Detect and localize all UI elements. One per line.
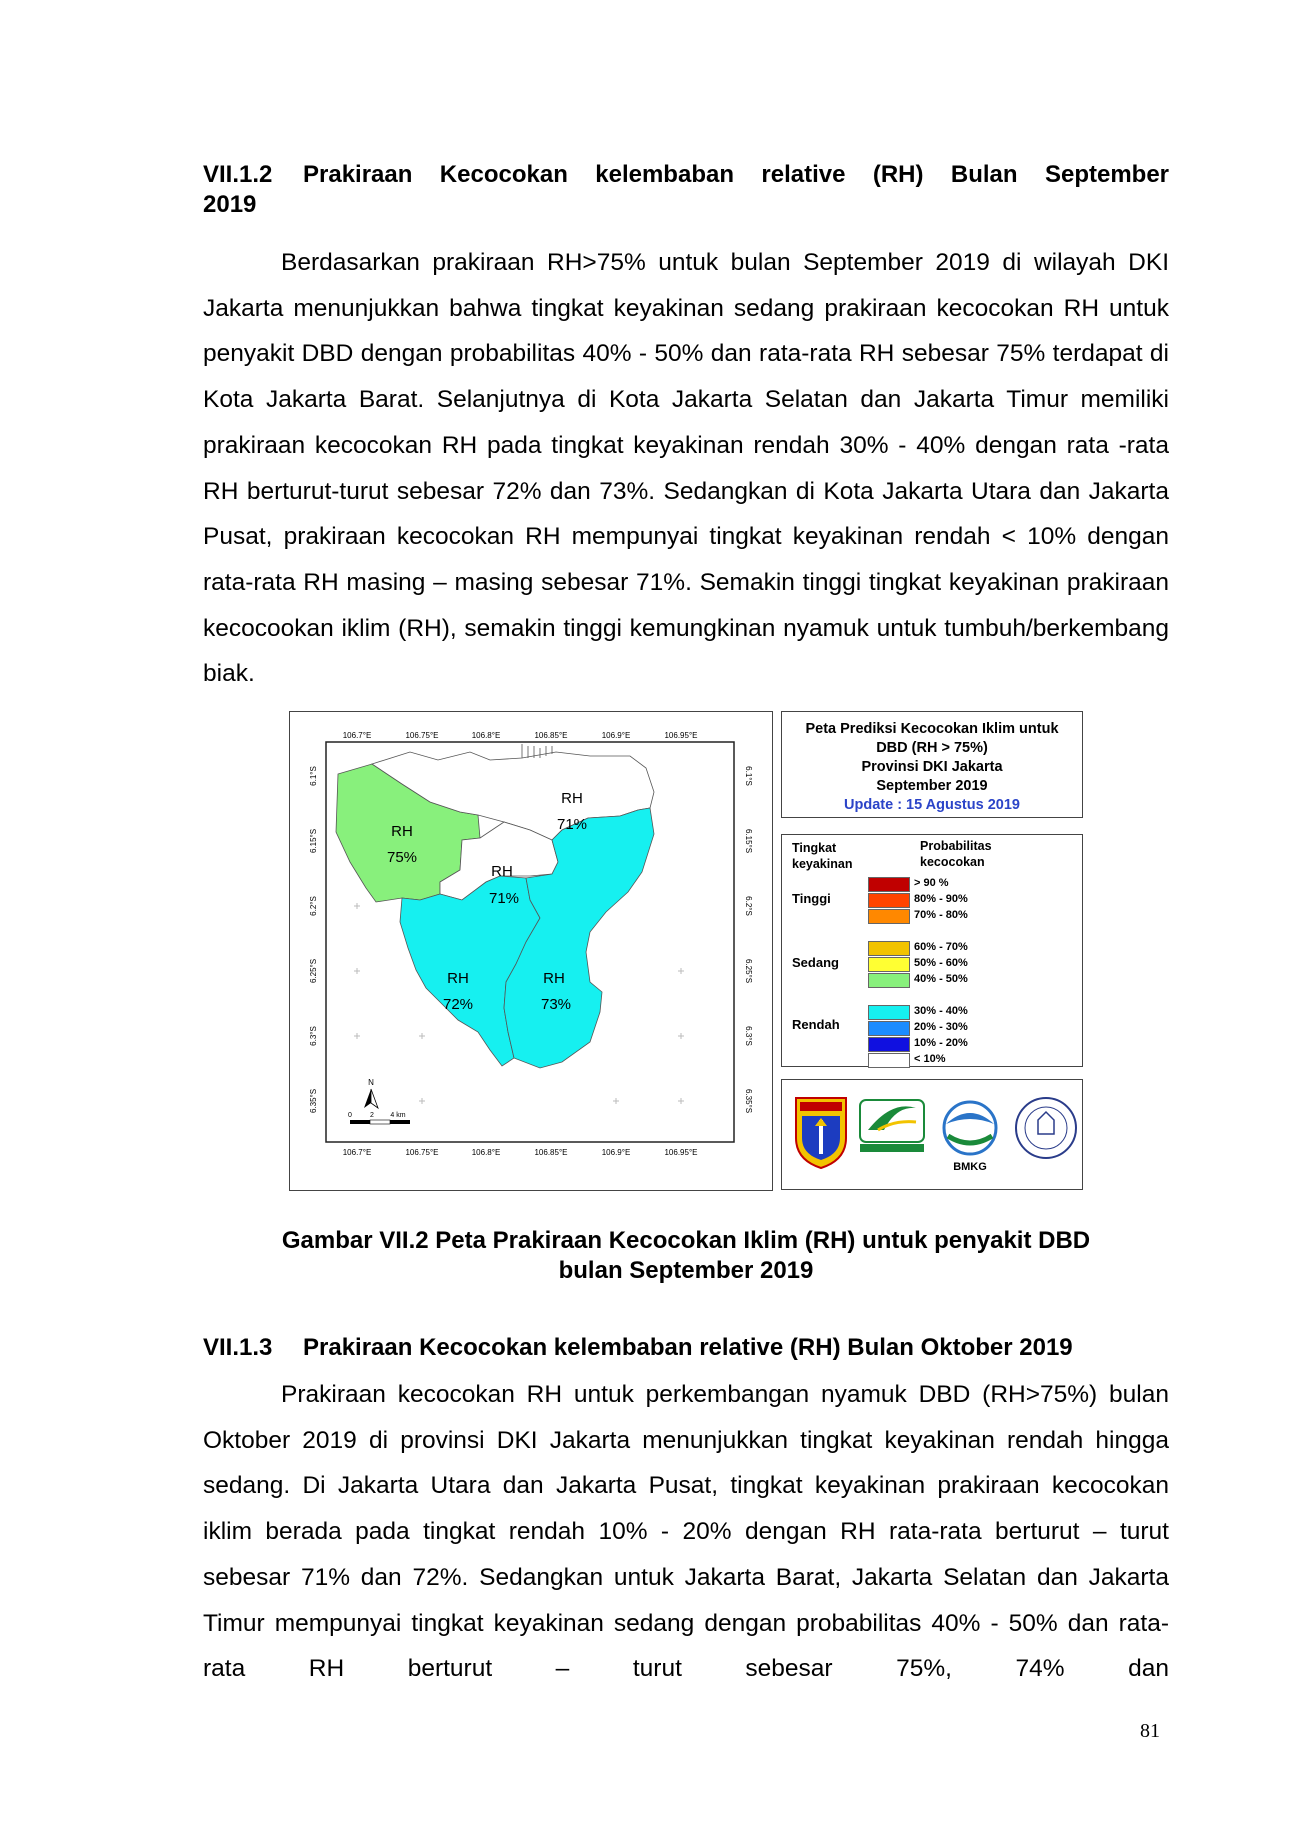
legend-label: 40% - 50% [914, 973, 968, 985]
legend-label: 80% - 90% [914, 893, 968, 905]
legend-swatch [868, 941, 910, 956]
lat-label: 6.25°S [744, 958, 753, 984]
lon-label: 106.75°E [405, 1148, 439, 1157]
logos-svg [782, 1080, 1082, 1188]
north-arrow-icon [364, 1078, 378, 1108]
legend-label: 20% - 30% [914, 1021, 968, 1033]
lon-label: 106.75°E [405, 731, 439, 740]
section-heading-1-cont [203, 190, 1169, 220]
scale-bar [348, 1112, 410, 1124]
legend-swatch [868, 957, 910, 972]
body-paragraph-2 [203, 1372, 1169, 1692]
lat-label: 6.2°S [309, 896, 318, 916]
lon-label: 106.7°E [342, 1148, 372, 1157]
body-paragraph-1 [203, 240, 1169, 697]
lat-label: 6.3°S [309, 1026, 318, 1046]
legend-swatch [868, 909, 910, 924]
lon-label: 106.9°E [601, 731, 631, 740]
logo-box [781, 1079, 1083, 1190]
lon-label: 106.8°E [471, 1148, 501, 1157]
map-title-line: Peta Prediksi Kecocokan Iklim untuk [805, 721, 1059, 737]
map-update-line: Update : 15 Agustus 2019 [844, 797, 1020, 813]
legend-head-text: Probabilitas [920, 839, 992, 853]
region-rh-label: RH [561, 790, 583, 807]
region-value-label: 75% [386, 849, 418, 866]
lon-label: 106.95°E [664, 1148, 698, 1157]
lat-label: 6.1°S [744, 766, 753, 786]
legend-level: Tinggi [792, 891, 831, 906]
region-rh-label: RH [543, 970, 565, 987]
lat-label: 6.2°S [744, 896, 753, 916]
legend-label: 60% - 70% [914, 941, 968, 953]
lat-label: 6.3°S [744, 1026, 753, 1046]
region-rh-label: RH [391, 823, 413, 840]
lon-label: 106.9°E [601, 1148, 631, 1157]
legend-swatch [868, 973, 910, 988]
legend-level: Sedang [792, 955, 839, 970]
legend-swatch [868, 1005, 910, 1020]
dinas-kesehatan-logo-icon [860, 1100, 924, 1152]
figure-caption [203, 1226, 1169, 1286]
section-heading-1 [203, 160, 1169, 190]
lon-label: 106.7°E [342, 731, 372, 740]
scale-label: 0 [348, 1112, 352, 1119]
lon-label: 106.85°E [534, 1148, 568, 1157]
section-title: Prakiraan Kecocokan kelembaban relative (RH) Bulan September [303, 161, 1169, 188]
legend-head-text: kecocokan [920, 855, 985, 869]
legend-swatch [868, 877, 910, 892]
lat-label: 6.35°S [744, 1088, 753, 1114]
lon-label: 106.8°E [471, 731, 501, 740]
map-title-line: DBD (RH > 75%) [876, 740, 988, 756]
map-svg [290, 712, 772, 1190]
section-number: VII.1.2 [203, 161, 273, 188]
section-title: Prakiraan Kecocokan kelembaban relative (RH) Bulan Oktober 2019 [303, 1334, 1073, 1361]
map-title-line: Provinsi DKI Jakarta [861, 759, 1003, 775]
section-title-cont: 2019 [203, 191, 257, 218]
section-heading-2 [203, 1333, 1169, 1363]
legend-head-left [792, 840, 852, 872]
caption-line: bulan September 2019 [558, 1257, 814, 1284]
university-seal-icon [1016, 1098, 1076, 1158]
region-rh-label: RH [491, 863, 513, 880]
legend-label: > 90 % [914, 877, 949, 889]
legend-swatch [868, 1021, 910, 1036]
scale-label: 4 km [390, 1112, 406, 1119]
map-title-line: September 2019 [876, 778, 988, 794]
section-number: VII.1.3 [203, 1334, 273, 1361]
paragraph-text: Berdasarkan prakiraan RH>75% untuk bulan September 2019 di wilayah DKI Jakarta menunjukkan bahwa tingkat keyakinan sedang prakiraan kecocokan RH untuk penyakit DBD dengan probabilitas 40% - 50% dan rata-rata RH sebesar 75% terdapat di Kota Jakarta Barat. Selanjutnya di Kota Jakarta Selatan dan Jakarta Timur memiliki prakiraan kecocokan RH pada tingkat keyakinan rendah 30% - 40% dengan rata -rata RH berturut-turut sebesar 72% dan 73%. Sedangkan di Kota Jakarta Utara dan Jakarta Pusat, prakiraan kecocokan RH mempunyai tingkat keyakinan rendah < 10% dengan rata-rata RH masing – masing sebesar 71%. Semakin tinggi tingkat keyakinan prakiraan kecocookan iklim (RH), semakin tinggi kemungkinan nyamuk untuk tumbuh/berkembang biak. [203, 249, 1169, 688]
map-title-box [781, 711, 1083, 818]
legend-head-text: Tingkat [792, 841, 837, 855]
legend-label: 70% - 80% [914, 909, 968, 921]
legend-level: Rendah [792, 1017, 840, 1032]
region-value-label: 71% [556, 816, 588, 833]
legend-label: 50% - 60% [914, 957, 968, 969]
lat-label: 6.15°S [744, 828, 753, 854]
lon-label: 106.85°E [534, 731, 568, 740]
legend-label: 10% - 20% [914, 1037, 968, 1049]
legend-head-text: keyakinan [792, 857, 853, 871]
scale-label: 2 [370, 1112, 374, 1119]
legend-swatch [868, 1037, 910, 1052]
paragraph-text: Prakiraan kecocokan RH untuk perkembangan nyamuk DBD (RH>75%) bulan Oktober 2019 di provinsi DKI Jakarta menunjukkan tingkat keyakinan rendah hingga sedang. Di Jakarta Utara dan Jakarta Pusat, tingkat keyakinan prakiraan kecocokan iklim berada pada tingkat rendah 10% - 20% dengan RH rata-rata berturut – turut sebesar 71% dan 72%. Sedangkan untuk Jakarta Barat, Jakarta Selatan dan Jakarta Timur mempunyai tingkat keyakinan sedang dengan probabilitas 40% - 50% dan rata-rata RH berturut – turut sebesar 75%, 74% dan [203, 1381, 1169, 1683]
north-label: N [368, 1078, 374, 1087]
legend-label: 30% - 40% [914, 1005, 968, 1017]
caption-line: Gambar VII.2 Peta Prakiraan Kecocokan Iklim (RH) untuk penyakit DBD [281, 1227, 1091, 1254]
lat-label: 6.35°S [309, 1088, 318, 1114]
legend-label: < 10% [914, 1053, 946, 1065]
lat-label: 6.1°S [309, 766, 318, 786]
lat-label: 6.25°S [309, 958, 318, 984]
legend-head-right [920, 838, 992, 870]
jakarta-logo-icon [796, 1098, 846, 1168]
map-panel [289, 711, 773, 1191]
lat-label: 6.15°S [309, 828, 318, 854]
region-rh-label: RH [447, 970, 469, 987]
region-value-label: 73% [540, 996, 572, 1013]
legend-swatch [868, 1053, 910, 1068]
region-value-label: 71% [488, 890, 520, 907]
region-value-label: 72% [442, 996, 474, 1013]
figure [289, 711, 1085, 1191]
bmkg-label: BMKG [953, 1161, 987, 1173]
page-number: 81 [1140, 1720, 1160, 1742]
legend-box [781, 834, 1083, 1067]
bmkg-logo-icon [944, 1102, 996, 1173]
lon-label: 106.95°E [664, 731, 698, 740]
legend-swatch [868, 893, 910, 908]
